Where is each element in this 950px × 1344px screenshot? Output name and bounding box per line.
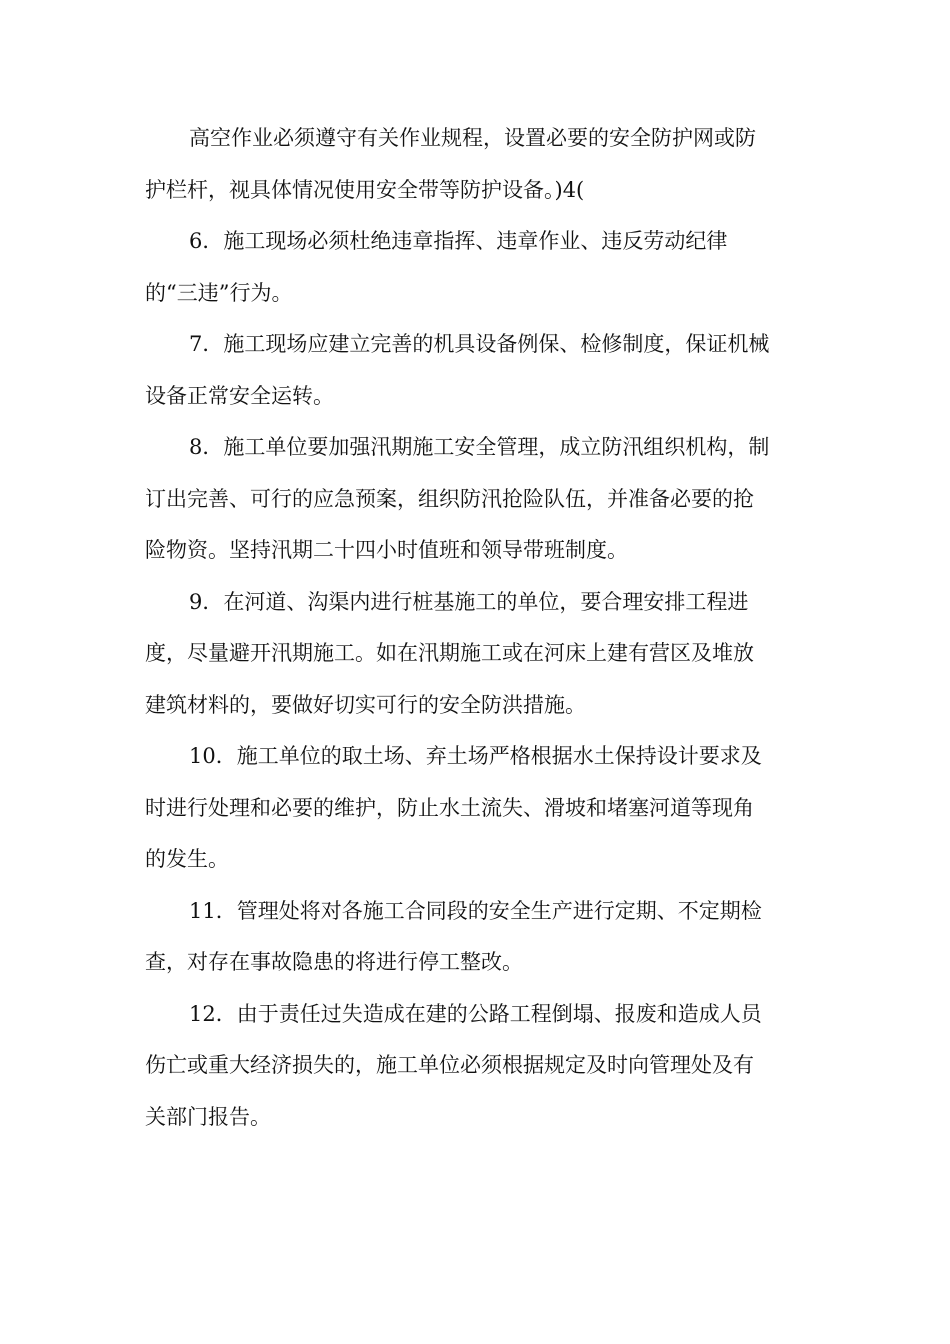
paragraph-line: 7．施工现场应建立完善的机具设备例保、检修制度，保证机械 [189, 332, 770, 356]
paragraph-item-6 [145, 216, 810, 319]
paragraph-line: 11．管理处将对各施工合同段的安全生产进行定期、不定期检 [189, 898, 762, 923]
paragraph-line: 关部门报告。 [145, 1104, 271, 1129]
paragraph-item-8 [145, 422, 810, 577]
document-body [145, 113, 810, 1143]
paragraph-item-10 [145, 731, 810, 886]
paragraph-line: 9．在河道、沟渠内进行桩基施工的单位，要合理安排工程进 [189, 589, 749, 614]
paragraph-line: 订出完善、可行的应急预案，组织防汛抢险队伍，并准备必要的抢 [145, 486, 754, 511]
paragraph-line: 伤亡或重大经济损失的，施工单位必须根据规定及时向管理处及有 [145, 1053, 754, 1077]
paragraph-line: 高空作业必须遵守有关作业规程，设置必要的安全防护网或防 [189, 126, 756, 150]
paragraph-line: 的“三违”行为。 [145, 280, 293, 305]
paragraph-line: 时进行处理和必要的维护，防止水土流失、滑坡和堵塞河道等现角 [145, 795, 754, 820]
paragraph-line: 12．由于责任过失造成在建的公路工程倒塌、报废和造成人员 [189, 1001, 762, 1026]
paragraph-line: 查，对存在事故隐患的将进行停工整改。 [145, 950, 523, 974]
paragraph-line: 设备正常安全运转。 [145, 383, 334, 408]
paragraph-line: 度，尽量避开汛期施工。如在汛期施工或在河床上建有营区及堆放 [145, 641, 754, 665]
paragraph-line: 的发生。 [145, 847, 229, 871]
paragraph-line: 建筑材料的，要做好切实可行的安全防洪措施。 [145, 692, 586, 717]
paragraph-line: 8．施工单位要加强汛期施工安全管理，成立防汛组织机构，制 [189, 435, 770, 459]
paragraph-line: 10．施工单位的取土场、弃土场严格根据水土保持设计要求及 [189, 744, 762, 768]
paragraph-line: 6．施工现场必须杜绝违章指挥、违章作业、违反劳动纪律 [189, 229, 728, 253]
paragraph-item-7 [145, 319, 810, 422]
paragraph-item-9 [145, 577, 810, 732]
paragraph-fall-protection [145, 113, 810, 216]
paragraph-line: 险物资。坚持汛期二十四小时值班和领导带班制度。 [145, 538, 628, 562]
paragraph-item-12 [145, 989, 810, 1144]
paragraph-item-11 [145, 886, 810, 989]
paragraph-line: 护栏杆，视具体情况使用安全带等防护设备。)4( [145, 177, 585, 202]
